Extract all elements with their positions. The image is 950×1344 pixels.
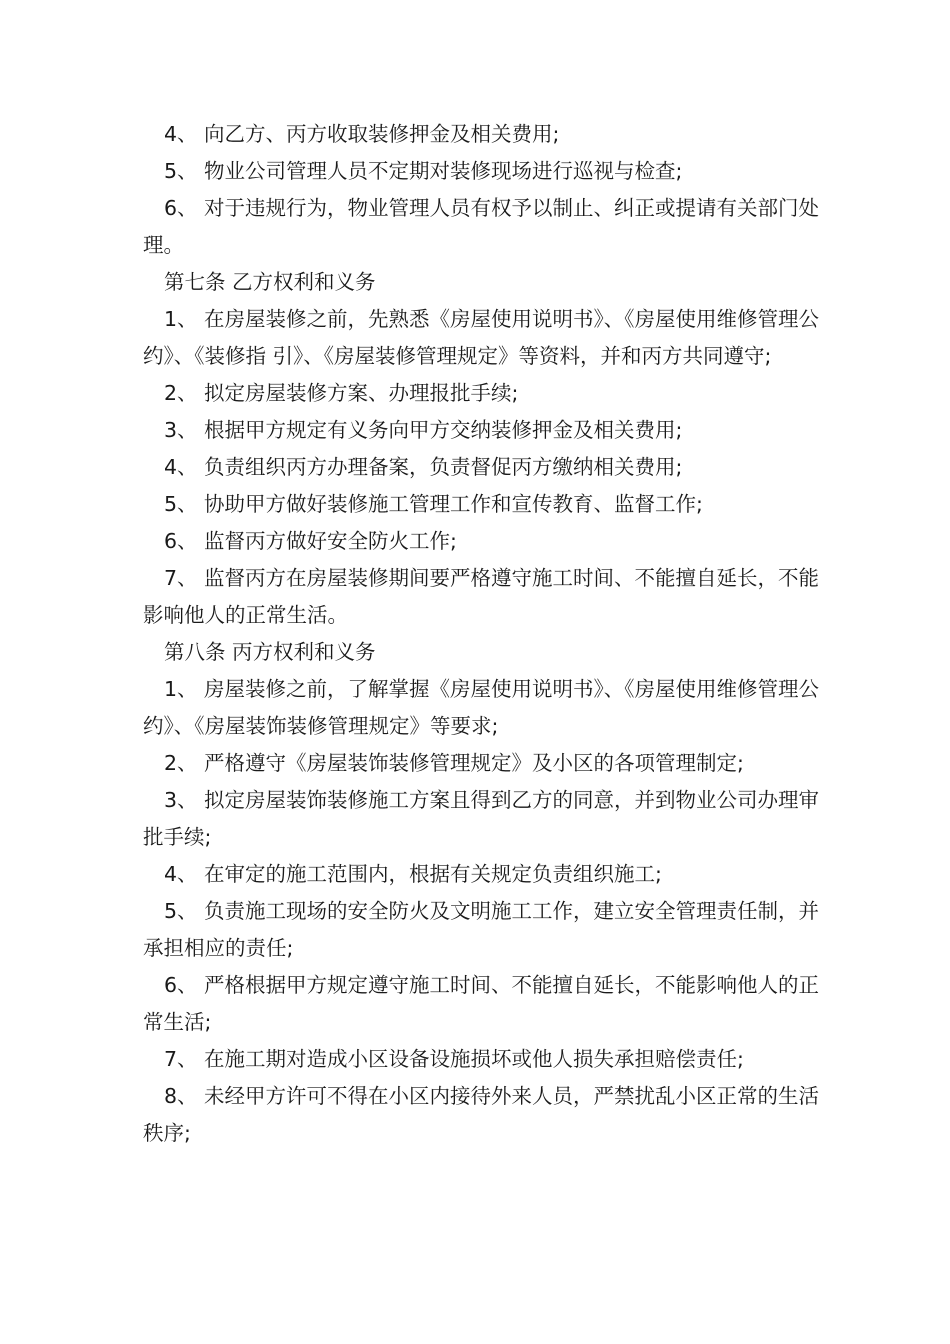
paragraph-clause-8-item-5: 5、 负责施工现场的安全防火及文明施工工作，建立安全管理责任制，并承担相应的责任; (143, 899, 820, 960)
heading-clause-8: 第八条 丙方权利和义务 (164, 640, 376, 664)
paragraph-clause-7-item-1: 1、 在房屋装修之前，先熟悉《房屋使用说明书》、《房屋使用维修管理公约》、《装修指 引》、《房屋装修管理规定》等资料，并和丙方共同遵守; (143, 307, 820, 368)
heading-clause-7: 第七条 乙方权利和义务 (164, 270, 376, 294)
paragraph-clause-7-item-2: 2、 拟定房屋装修方案、办理报批手续; (164, 381, 519, 405)
paragraph-clause-7-item-3: 3、 根据甲方规定有义务向甲方交纳装修押金及相关费用; (164, 418, 683, 442)
paragraph-clause-8-item-2: 2、 严格遵守《房屋装饰装修管理规定》及小区的各项管理制定; (164, 751, 744, 775)
paragraph-clause-8-item-1: 1、 房屋装修之前，了解掌握《房屋使用说明书》、《房屋使用维修管理公约》、《房屋装饰装修管理规定》等要求; (143, 677, 820, 738)
paragraph-clause-8-item-4: 4、 在审定的施工范围内，根据有关规定负责组织施工; (164, 862, 662, 886)
paragraph-clause-6-item-5: 5、 物业公司管理人员不定期对装修现场进行巡视与检查; (164, 159, 683, 183)
paragraph-clause-8-item-7: 7、 在施工期对造成小区设备设施损坏或他人损失承担赔偿责任; (164, 1047, 744, 1071)
paragraph-clause-8-item-6: 6、 严格根据甲方规定遵守施工时间、不能擅自延长，不能影响他人的正常生活; (143, 973, 820, 1034)
paragraph-clause-7-item-7: 7、 监督丙方在房屋装修期间要严格遵守施工时间、不能擅自延长，不能影响他人的正常生活。 (143, 566, 820, 627)
paragraph-clause-8-item-8: 8、 未经甲方许可不得在小区内接待外来人员，严禁扰乱小区正常的生活秩序; (143, 1084, 820, 1145)
document-body (143, 116, 823, 1152)
paragraph-clause-7-item-6: 6、 监督丙方做好安全防火工作; (164, 529, 457, 553)
paragraph-clause-8-item-3: 3、 拟定房屋装饰装修施工方案且得到乙方的同意，并到物业公司办理审批手续; (143, 788, 820, 849)
paragraph-clause-7-item-4: 4、 负责组织丙方办理备案，负责督促丙方缴纳相关费用; (164, 455, 683, 479)
paragraph-clause-7-item-5: 5、 协助甲方做好装修施工管理工作和宣传教育、监督工作; (164, 492, 703, 516)
paragraph-clause-6-item-6: 6、 对于违规行为，物业管理人员有权予以制止、纠正或提请有关部门处理。 (143, 196, 820, 257)
paragraph-clause-6-item-4: 4、 向乙方、丙方收取装修押金及相关费用; (164, 122, 560, 146)
